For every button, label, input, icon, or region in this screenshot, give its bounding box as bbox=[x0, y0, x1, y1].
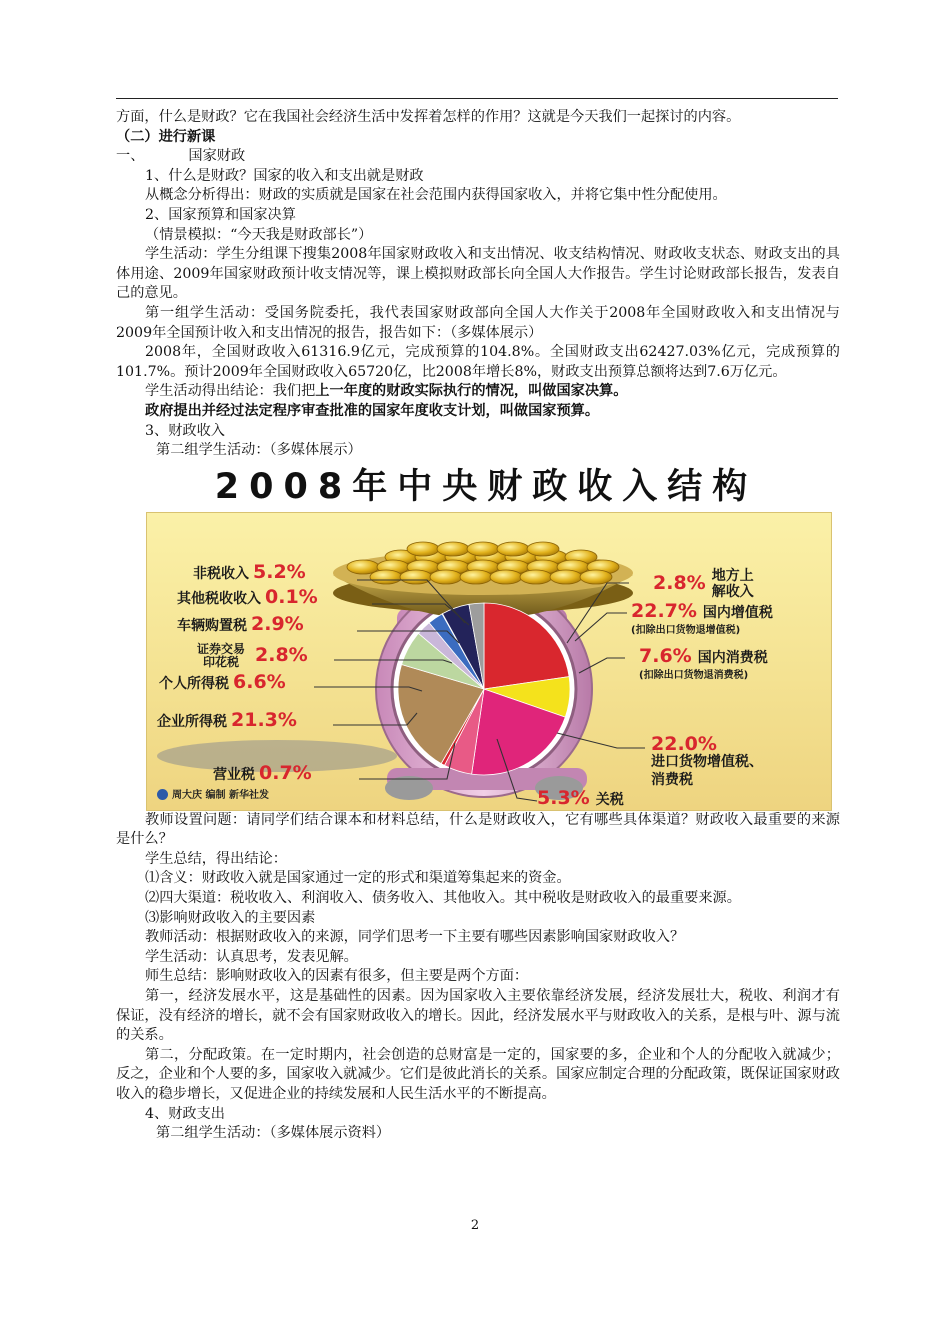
paragraph: 3、财政收入 bbox=[145, 422, 225, 439]
paragraph: 方面，什么是财政？它在我国社会经济生活中发挥着怎样的作用？这就是今天我们一起探讨的内容。 bbox=[116, 109, 741, 125]
paragraph: ⑵四大渠道：税收收入、利润收入、债务收入、其他收入。其中税收是财政收入的最重要来源。 bbox=[145, 890, 741, 907]
gold-coin bbox=[550, 570, 582, 584]
label-business-tax: 营业税 0.7% bbox=[213, 761, 312, 784]
paragraph-bold: 政府提出并经过法定程序审查批准的国家年度收支计划，叫做国家预算。 bbox=[145, 402, 600, 419]
label-personal-income-tax: 个人所得税 6.6% bbox=[159, 670, 286, 693]
paragraph: 第二，分配政策。在一定时期内，社会创造的总财富是一定的，国家要的多，企业和个人的分配收入就减少；反之，企业和个人要的多，国家收入就减少。它们是彼此消长的关系。国家应制定合理的分配政策，既保证国家财政收入的稳步增长，又促进企业的持续发展和人民生活水平的不断提高。 bbox=[116, 1046, 840, 1102]
figure-credit: 周大庆 编制 新华社发 bbox=[157, 786, 269, 806]
paragraph: （情景模拟：“今天我是财政部长”） bbox=[145, 226, 373, 243]
paragraph: 第二组学生活动：（多媒体展示） bbox=[156, 442, 362, 459]
gold-coin bbox=[520, 570, 552, 584]
gold-coin bbox=[580, 570, 612, 584]
gold-coin bbox=[437, 542, 469, 556]
conclusion-lead: 学生活动得出结论：我们把 bbox=[145, 383, 316, 400]
label-stamp-tax: 证券交易 印花税 2.8% bbox=[197, 641, 308, 669]
subsection-heading bbox=[116, 147, 840, 167]
gold-coin bbox=[430, 570, 462, 584]
label-vehicle-tax: 车辆购置税 2.9% bbox=[177, 612, 304, 635]
heading-number: 一、 bbox=[116, 148, 145, 165]
label-other-tax: 其他税收收入 0.1% bbox=[177, 585, 318, 608]
revenue-pie bbox=[398, 603, 570, 775]
label-non-tax: 非税收入 5.2% bbox=[193, 560, 306, 583]
header-rule bbox=[116, 98, 838, 99]
paragraph: 2、国家预算和国家决算 bbox=[145, 206, 296, 223]
gold-coin bbox=[460, 570, 492, 584]
paragraph: ⑴含义：财政收入就是国家通过一定的形式和渠道筹集起来的资金。 bbox=[145, 870, 571, 887]
revenue-structure-figure bbox=[142, 465, 830, 811]
heading-text: 国家财政 bbox=[188, 148, 246, 165]
figure-title: 2008年中央财政收入结构 bbox=[214, 466, 758, 507]
gold-coin bbox=[370, 570, 402, 584]
paragraph: ⑶影响财政收入的主要因素 bbox=[145, 909, 316, 926]
paragraph: 4、财政支出 bbox=[145, 1105, 225, 1122]
label-domestic-consumption-tax: 7.6% 国内消费税 (扣除出口货物退消费税) bbox=[639, 644, 768, 682]
gold-coin bbox=[400, 570, 432, 584]
paragraph: 教师活动：根据财政收入的来源，同学们思考一下主要有哪些因素影响国家财政收入？ bbox=[145, 929, 685, 946]
label-local-remittance: 2.8% 地方上 解收入 bbox=[653, 567, 754, 600]
xinhua-logo-icon bbox=[157, 789, 168, 800]
paragraph: 第一组学生活动：受国务院委托，我代表国家财政部向全国人大作关于2008年全国财政收入和支出情况与2009年全国预计收入和支出情况的报告，报告如下：（多媒体展示） bbox=[116, 304, 840, 341]
paragraph bbox=[116, 382, 840, 402]
gold-coin bbox=[497, 542, 529, 556]
paragraph: 学生活动：学生分组课下搜集2008年国家财政收入和支出情况、收支结构情况、财政收支状态、财政支出的具体用途、2009年国家财政预计收支情况等，课上模拟财政部长向全国人大作报告。学生讨论财政部长报告，发表自己的意见。 bbox=[116, 246, 840, 302]
paragraph: 第二组学生活动：（多媒体展示资料） bbox=[156, 1125, 391, 1142]
scale-foot-left bbox=[385, 776, 433, 800]
label-customs-duty: 5.3% 关税 bbox=[537, 786, 624, 809]
gold-coin bbox=[467, 542, 499, 556]
gold-coin bbox=[490, 570, 522, 584]
paragraph: 1、什么是财政？国家的收入和支出就是财政 bbox=[145, 167, 424, 184]
conclusion-bold: 上一年度的财政实际执行的情况，叫做国家决算。 bbox=[315, 383, 628, 400]
gold-coin bbox=[407, 542, 439, 556]
paragraph: 学生总结，得出结论： bbox=[145, 850, 287, 867]
paragraph: 学生活动：认真思考，发表见解。 bbox=[145, 948, 358, 965]
label-domestic-vat: 22.7% 国内增值税 (扣除出口货物退增值税) bbox=[631, 599, 773, 637]
paragraph: 师生总结：影响财政收入的因素有很多，但主要是两个方面： bbox=[145, 968, 529, 985]
gold-coin bbox=[527, 542, 559, 556]
gold-coins bbox=[347, 542, 619, 584]
page-number: 2 bbox=[470, 1218, 480, 1233]
label-import-taxes: 22.0% 进口货物增值税、 消费税 bbox=[651, 732, 763, 788]
section-heading: （二）进行新课 bbox=[116, 128, 216, 145]
paragraph: 第一，经济发展水平，这是基础性的因素。因为国家收入主要依靠经济发展，经济发展壮大，税收、利润才有保证，没有经济的增长，就不会有国家财政收入的增长。因此，经济发展水平与财政收入的关系，是根与叶、源与流的关系。 bbox=[116, 988, 840, 1044]
figure-panel bbox=[146, 512, 832, 811]
label-corporate-income-tax: 企业所得税 21.3% bbox=[157, 708, 297, 731]
paragraph: 教师设置问题：请同学们结合课本和材料总结，什么是财政收入，它有哪些具体渠道？财政收入最重要的来源是什么？ bbox=[116, 811, 840, 848]
document-body bbox=[116, 108, 840, 1144]
paragraph: 从概念分析得出：财政的实质就是国家在社会范围内获得国家收入，并将它集中性分配使用。 bbox=[145, 187, 727, 204]
paragraph: 2008年，全国财政收入61316.9亿元，完成预算的104.8%。全国财政支出62427.03%亿元，完成预算的101.7%。预计2009年全国财政收入65720亿，比2008年增长8%，财政支出预算总额将达到7.6万亿元。 bbox=[116, 344, 840, 380]
